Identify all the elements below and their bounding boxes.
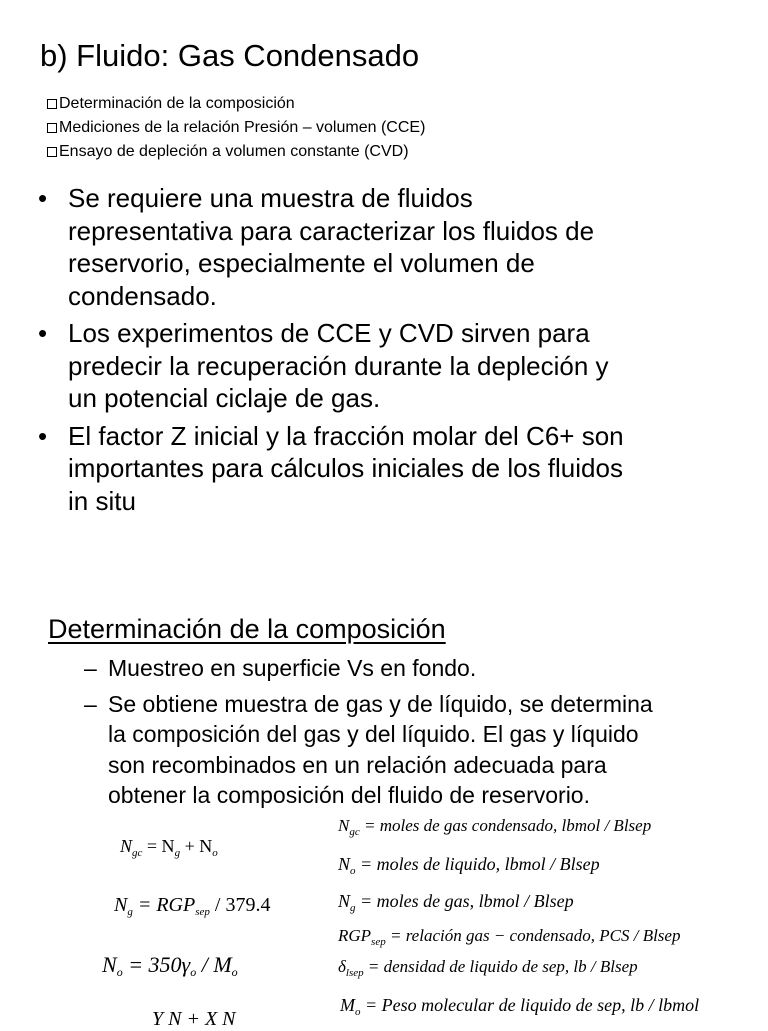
bullet-text: Se requiere una muestra de fluidos representativa para caracterizar los fluidos de reservorio, especialmente el volumen de condensado.: [68, 183, 595, 311]
definition-rgp: $RGP_{sep}$ = relación gas − condensado, PCS / Blsep: [338, 926, 681, 948]
bullet-text: Los experimentos de CCE y CVD sirven para predecir la recuperación durante la depleción y un potencial ciclaje de gas.: [68, 318, 609, 413]
checklist-item: [47, 95, 295, 113]
slide-title: b) Fluido: Gas Condensado: [40, 38, 420, 73]
definition-no: $N_o$ = moles de liquido, lbmol / Blsep: [338, 854, 600, 877]
checkbox-icon: [47, 99, 57, 109]
equation-ng: $N_g = RGP_{sep} / 379.4$: [114, 894, 271, 918]
equation-no: $N_o = 350\gamma_o / M_o$: [102, 952, 238, 979]
checklist-item: [47, 143, 409, 161]
equation-ngc: $N_{gc} = N_g + N_o$: [120, 836, 218, 859]
definition-density: $\delta_{lsep}$ = densidad de liquido de sep, lb / Blsep: [338, 957, 638, 979]
section-title: Determinación de la composición: [48, 614, 446, 644]
checklist-item-label: Ensayo de depleción a volumen constante (CVD): [59, 143, 409, 160]
bullet-icon: •: [38, 183, 48, 213]
checkbox-icon: [47, 147, 57, 157]
checklist-item-label: Mediciones de la relación Presión – volumen (CCE): [59, 119, 426, 136]
dash-text: Muestreo en superficie Vs en fondo.: [108, 655, 477, 681]
dash-item: [84, 653, 744, 684]
bullet-icon: •: [38, 318, 48, 348]
dash-icon: –: [84, 655, 97, 681]
definition-mo: $M_o$ = Peso molecular de liquido de sep, lb / lbmol: [340, 995, 700, 1018]
bullet-item: [38, 420, 738, 518]
bullet-item: [38, 317, 738, 415]
bullet-list: [38, 182, 738, 522]
bullet-icon: •: [38, 420, 48, 451]
checkbox-icon: [47, 123, 57, 133]
checklist-item-label: Determinación de la composición: [59, 95, 295, 112]
bullet-item: [38, 182, 738, 312]
checklist-item: [47, 119, 425, 137]
definition-ngc: $N_{gc}$ = moles de gas condensado, lbmol / Blsep: [338, 816, 652, 838]
dash-list: [84, 653, 744, 816]
equation-partial: Y N + X N: [152, 1008, 236, 1030]
bullet-text: El factor Z inicial y la fracción molar del C6+ son importantes para cálculos iniciales de los fluidos in situ: [68, 420, 624, 516]
dash-item: [84, 689, 744, 811]
definition-ng: $N_g$ = moles de gas, lbmol / Blsep: [338, 891, 574, 914]
dash-text: Se obtiene muestra de gas y de líquido, se determina la composición del gas y del líquido. El gas y líquido son recombinados en un relación adecuada para obtener la composición del fluido de reservorio.: [108, 690, 653, 808]
dash-icon: –: [84, 690, 97, 717]
